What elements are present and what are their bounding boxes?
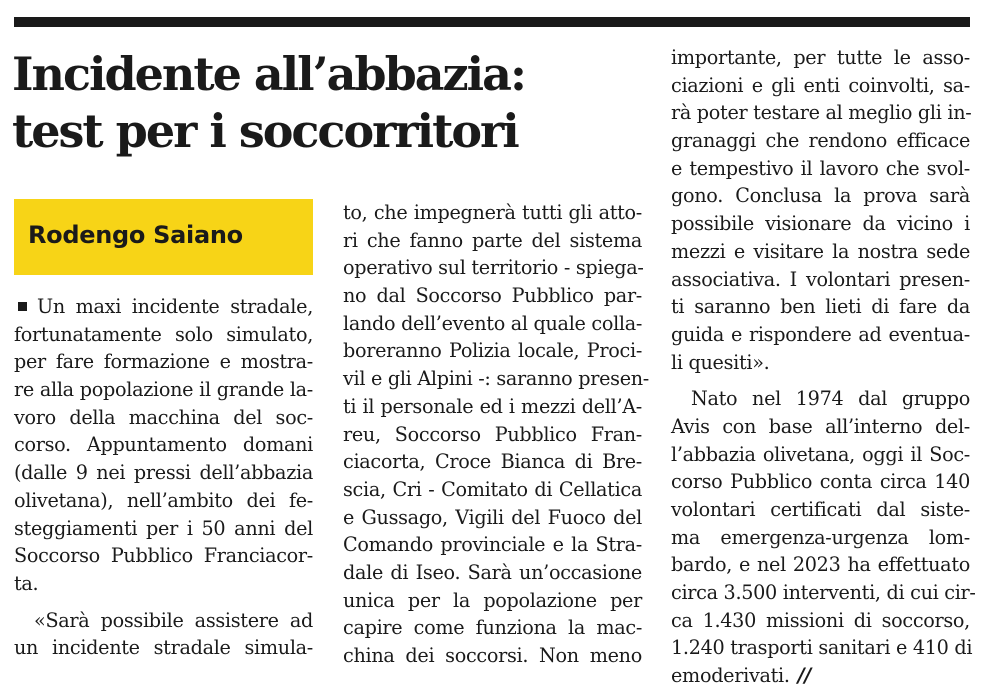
text-line-content: ciazioni e gli enti coinvolti, sa- [671,73,970,97]
text-line-content: ti saranno ben lieti di fare da [671,295,970,319]
text-line [343,227,642,255]
text-line-content: volontari certificati dal siste- [671,498,970,521]
text-line [14,607,313,635]
text-line [343,559,642,587]
text-line [343,393,642,421]
text-line-content: gono. Conclusa la prova sarà [671,184,970,208]
paragraph-gap [671,376,970,385]
text-line [14,515,313,543]
text-line-content: ca 1.430 missioni di soccorso, [671,608,970,632]
text-line-content: associativa. I volontari presen- [671,267,970,291]
text-line-content: china dei soccorsi. Non meno [343,644,642,667]
text-line-content: (dalle 9 nei pressi dell’abbazia [14,461,313,485]
text-line-content: scia, Cri - Comitato di Cellatica [343,477,642,501]
text-line-content: rà poter testare al meglio gli in- [671,101,972,125]
text-line [14,634,313,662]
text-line-content: ciacorta, Croce Bianca di Bre- [343,450,642,474]
text-line [343,282,642,310]
text-line-content: vil e gli Alpini -: saranno presen- [343,367,649,391]
text-line-content: unica per la popolazione per [343,588,642,612]
text-line [14,321,313,349]
text-line-content: importante, per tutte le asso- [671,46,970,69]
text-line [14,404,313,432]
text-line [671,210,970,238]
text-line-content: ta. [14,571,39,595]
paragraph-bullet-icon [18,302,27,311]
article-column-2 [343,199,649,670]
text-line [671,321,970,349]
text-line [14,459,313,487]
text-line [671,182,970,210]
text-line [343,531,642,559]
text-line-content: capire come funziona la mac- [343,616,642,640]
headline [12,46,652,160]
headline-line-1: Incidente all’abbazia: [12,47,525,101]
text-line-content: boreranno Polizia locale, Proci- [343,339,642,363]
article-column-3 [671,44,976,690]
text-line [343,421,642,449]
text-line [671,634,973,662]
text-line [671,579,976,607]
text-line-content: «Sarà possibile assistere ad [34,608,313,632]
text-line [343,476,642,504]
article-column-1 [14,293,313,662]
text-line-content: guida e rispondere ad eventua- [671,322,970,346]
text-line [671,293,970,321]
text-line-content: steggiamenti per i 50 anni del [14,516,313,540]
text-line [671,155,970,183]
top-rule [14,17,970,27]
text-line [671,441,970,469]
text-line-content: dale di Iseo. Sarà un’occasione [343,560,642,584]
text-line-content: operativo sul territorio - spiega- [343,256,644,280]
text-line [343,642,642,670]
text-line-content: circa 3.500 interventi, di cui cir- [671,581,976,605]
text-line-content: un incidente stradale simula- [14,636,313,660]
text-line-content: emoderivati. [671,664,790,688]
text-line [671,127,970,155]
text-line-content: reu, Soccorso Pubblico Fran- [343,422,642,446]
location-kicker: Rodengo Saiano [14,199,313,275]
text-line [343,587,642,615]
text-line [14,293,313,321]
text-line [671,551,970,579]
text-line-content: li quesiti». [671,350,770,374]
text-line [343,310,642,338]
text-line-content: per fare formazione e mostra- [14,350,313,374]
text-line [343,504,642,532]
text-line-content: granaggi che rendono efficace [671,129,970,153]
text-line [14,570,313,598]
text-line [671,266,970,294]
text-line-content: Soccorso Pubblico Franciacor- [14,544,313,568]
text-line-content: Avis con base all’interno del- [671,414,970,438]
text-line [671,524,970,552]
text-line-content: lando dell’evento al quale colla- [343,311,643,335]
text-line-content: Nato nel 1974 dal gruppo [691,387,970,411]
text-line [671,607,970,635]
text-line [343,614,642,642]
text-line-content: corso Pubblico conta circa 140 [671,470,970,494]
text-line [671,413,970,441]
text-line [671,238,970,266]
text-line-content: Comando provinciale e la Stra- [343,533,642,557]
text-line [343,365,649,393]
headline-line-2: test per i soccorritori [12,104,518,158]
text-line [671,496,970,524]
text-line [671,468,970,496]
text-line [671,385,970,413]
paragraph-gap [14,598,313,607]
text-line-content: ti il personale ed i mezzi dell’A- [343,394,642,418]
text-line [343,337,642,365]
text-line [671,44,970,72]
text-line-content: mezzi e visitare la nostra sede [671,239,970,263]
text-line-content: ri che fanno parte del sistema [343,228,642,252]
text-line [14,348,313,376]
text-line-content: re alla popolazione il grande la- [14,378,313,402]
text-line-content: olivetana), nell’ambito dei fe- [14,488,313,512]
text-line-content: e tempestivo il lavoro che svol- [671,156,970,180]
text-line-content: 1.240 trasporti sanitari e 410 di [671,636,973,660]
text-line [14,542,313,570]
text-line [343,254,642,282]
text-line-content: corso. Appuntamento domani [14,433,313,457]
text-line [14,376,313,404]
text-line [671,72,970,100]
text-line-content: bardo, e nel 2023 ha effettuato [671,553,970,577]
text-line [671,99,970,127]
text-line-content: fortunatamente solo simulato, [14,322,313,346]
text-line-content: ma emergenza-urgenza lom- [671,525,970,549]
text-line [14,431,313,459]
text-line-content: to, che impegnerà tutti gli atto- [343,201,642,224]
text-line [343,448,642,476]
text-line-content: voro della macchina del soc- [14,405,313,429]
text-line-content: possibile visionare da vicino i [671,212,970,236]
text-line-content: e Gussago, Vigili del Fuoco del [343,505,642,529]
text-line [14,487,313,515]
end-of-article-mark: // [797,664,812,688]
text-line [343,199,642,227]
text-line-content: Un maxi incidente stradale, [37,295,313,318]
text-line-content: l’abbazia olivetana, oggi il Soc- [671,442,970,466]
text-line-content: no dal Soccorso Pubblico par- [343,284,642,308]
text-line [671,349,970,377]
